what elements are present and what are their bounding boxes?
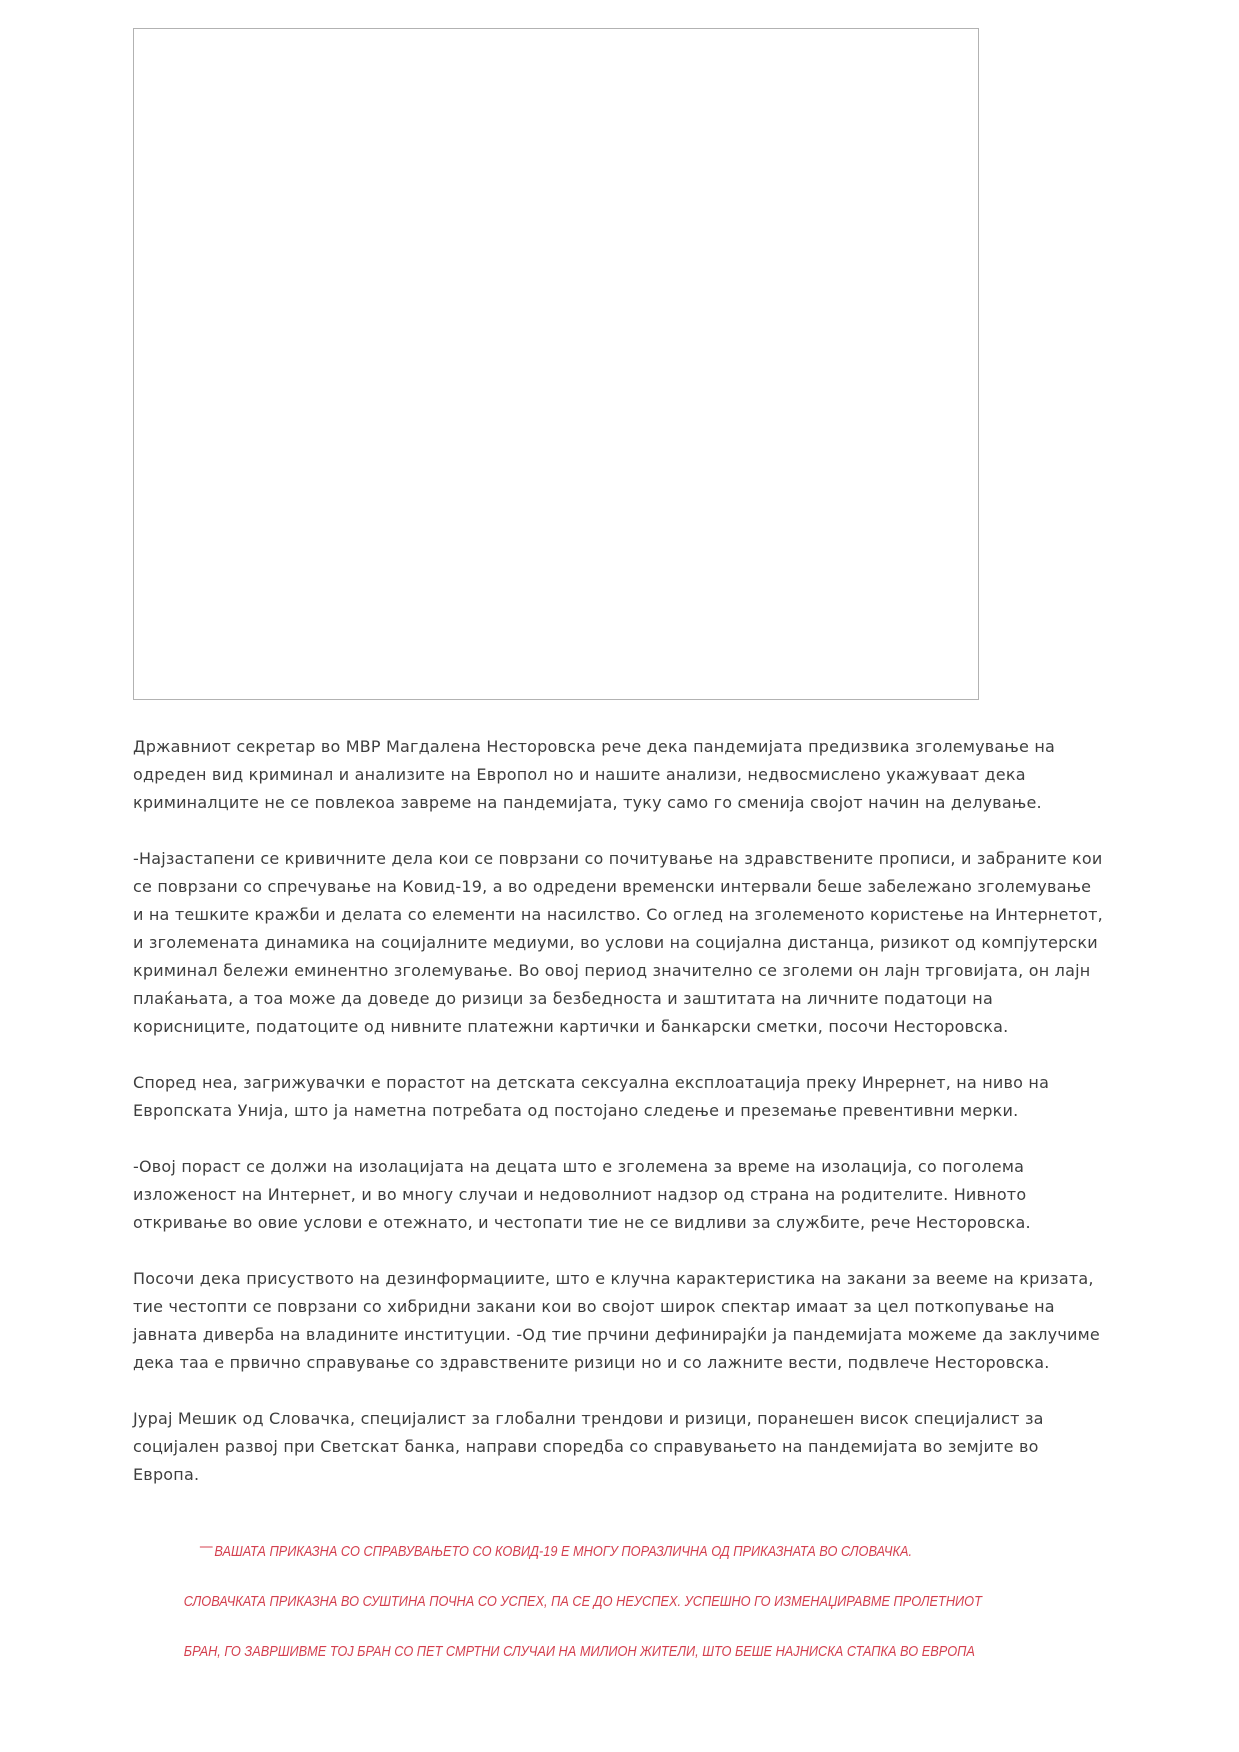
article-paragraph: Јурај Мешик од Словачка, специјалист за глобални трендови и ризици, поранешен висок специјалист за социјален развој при Светскат банка, направи споредба со справувањето на пандемијата во земјите во Европа. [133,1409,1044,1484]
pull-quote [133,1527,982,1677]
article-body [133,733,1107,1677]
article-paragraph: Државниот секретар во МВР Магдалена Несторовска рече дека пандемијата предизвика зголемување на одреден вид криминал и анализите на Европол но и нашите анализи, недвосмислено укажуваат дека криминалците не се повлекоа завреме на пандемијата, туку само го сменија својот начин на делување. [133,737,1055,812]
quote-dash: — [199,1539,213,1555]
pull-quote-text: ВАШАТА ПРИКАЗНА СО СПРАВУВАЊЕТО СО КОВИД-19 Е МНОГУ ПОРАЗЛИЧНА ОД ПРИКАЗНАТА ВО СЛОВАЧКА. [214,1544,913,1560]
article-paragraph: Посочи дека присуството на дезинформациите, што е клучна карактеристика на закани за вееме на кризата, тие честопти се поврзани со хибридни закани кои во својот широк спектар имаат за цел поткопување на јавната диверба на владините институции. -Од тие прчини дефинирајќи ја пандемијата можеме да заклучиме дека таа е првично справување со здравствените ризици но и со лажните вести, подвлече Несторовска. [133,1269,1100,1372]
article-paragraph: Според неа, загрижувачки е порастот на детската сексуална експлоатација преку Инрернет, на ниво на Европската Унија, што ја наметна потребата од постојано следење и преземање превентивни мерки. [133,1073,1050,1120]
article-paragraph: -Овој пораст се должи на изолацијата на децата што е зголемена за време на изолација, со поголема изложеност на Интернет, и во многу случаи и недоволниот надзор од страна на родителите. Нивното откривање во овие услови е отежнато, и честопати тие не се видливи за службите, рече Несторовска. [133,1157,1031,1232]
pull-quote-line: БРАН, ГО ЗАВРШИВМЕ ТОЈ БРАН СО ПЕТ СМРТНИ СЛУЧАИ НА МИЛИОН ЖИТЕЛИ, ШТО БЕШЕ НАЈНИСКА СТАПКА ВО ЕВРОПА [183,1644,975,1660]
pull-quote-line: СЛОВАЧКАТА ПРИКАЗНА ВО СУШТИНА ПОЧНА СО УСПЕХ, ПА СЕ ДО НЕУСПЕХ. УСПЕШНО ГО ИЗМЕНАЏИРАВМЕ ПРОЛЕТНИОТ [183,1594,982,1610]
article-image-placeholder [133,28,979,700]
article-paragraph: -Најзастапени се кривичните дела кои се поврзани со почитување на здравствените прописи, и забраните кои се поврзани со спречување на Ковид-19, а во одредени временски интервали беше забележано зголемување и на тешките кражби и делата со елементи на насилство. Со оглед на зголеменото користење на Интернетот, и зголемената динамика на социјалните медиуми, во услови на социјална дистанца, ризикот од компјутерски криминал бележи еминентно зголемување. Во овој период значително се зголеми он лајн трговијата, он лајн плаќањата, а тоа може да доведе до ризици за безбедноста и заштитата на личните податоци на корисниците, податоците од нивните платежни картички и банкарски сметки, посочи Несторовска. [133,849,1103,1036]
pull-quote-line [184,1527,928,1577]
